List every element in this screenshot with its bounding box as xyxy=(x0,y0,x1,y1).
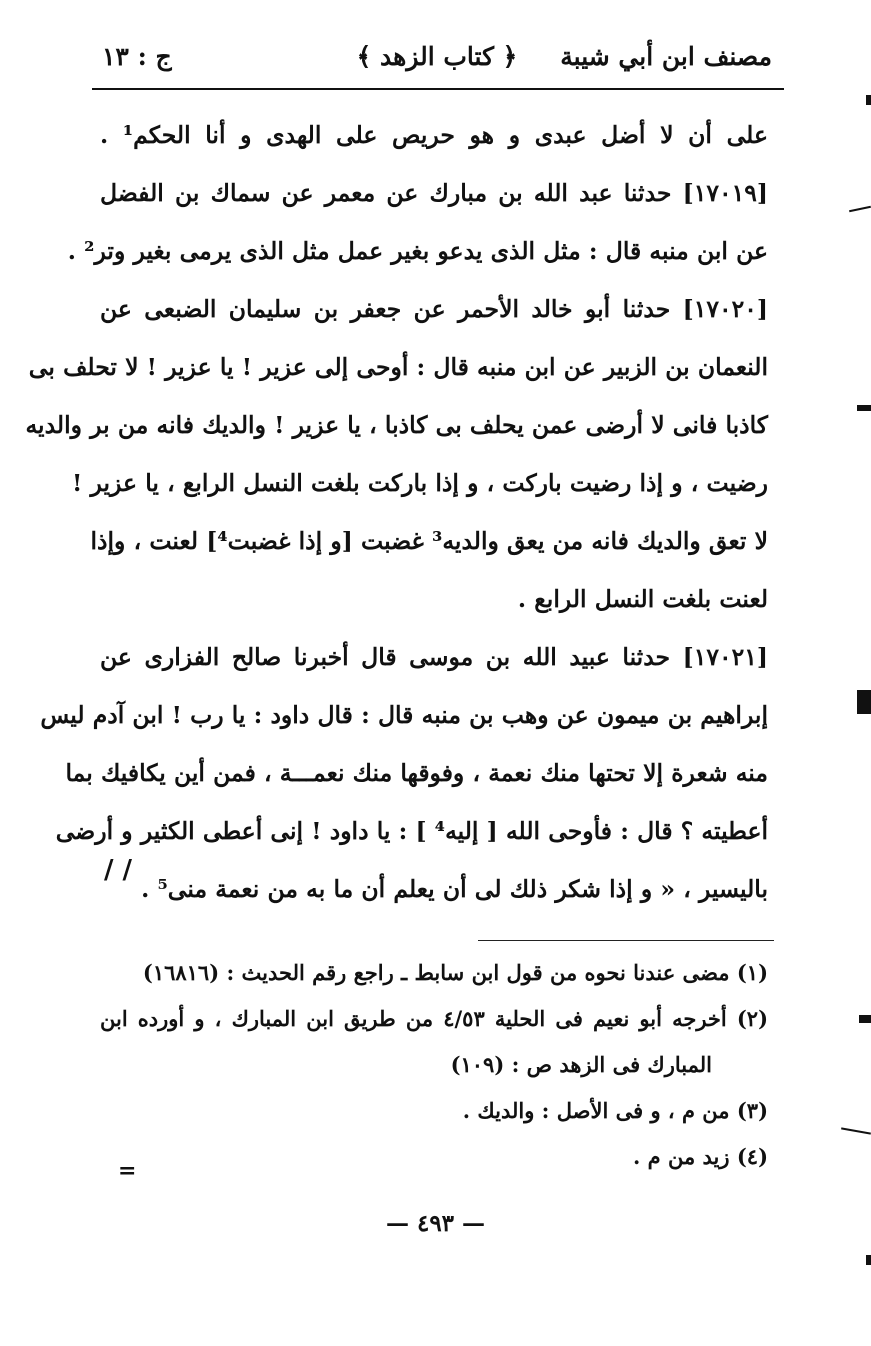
scan-edge-mark xyxy=(857,690,871,714)
footnote-4: (٤) زيد من م . xyxy=(633,1144,768,1169)
slash-mark: / / xyxy=(104,855,133,885)
hadith-17020-line: [١٧٠٢٠] حدثنا أبو خالد الأحمر عن جعفر بن سليمان الضبعى عن xyxy=(100,295,768,323)
text-line: لا تعق والديك فانه من يعق والديه³ غضبت [و إذا غضبت⁴] لعنت ، وإذا xyxy=(90,527,768,555)
hadith-17021-line: [١٧٠٢١] حدثنا عبيد الله بن موسى قال أخبرنا صالح الفزارى عن xyxy=(100,643,768,671)
header-divider xyxy=(92,88,784,90)
text-line: النعمان بن الزبير عن ابن منبه قال : أوحى إلى عزير ! يا عزير ! لا تحلف بى xyxy=(28,353,768,381)
text-line: أعطيته ؟ قال : فأوحى الله [ إليه⁴ ] : يا داود ! إنى أعطى الكثير و أرضى xyxy=(55,817,768,845)
text-line: إبراهيم بن ميمون عن وهب بن منبه قال : قال داود : يا رب ! ابن آدم ليس xyxy=(40,701,768,729)
header-volume-number: ج : ١٣ xyxy=(102,42,172,71)
page-header xyxy=(92,38,782,88)
footnote-2: (٢) أخرجه أبو نعيم فى الحلية ٤/٥٣ من طريق ابن المبارك ، و أورده ابن xyxy=(100,1006,769,1031)
footnote-2-continued: المبارك فى الزهد ص : (١٠٩) xyxy=(450,1052,712,1077)
text-line: لعنت بلغت النسل الرابع . xyxy=(517,585,768,613)
text-line: كاذبا فانى لا أرضى عمن يحلف بى كاذبا ، يا عزير ! والديك فانه من بر والديه xyxy=(25,411,768,439)
hadith-17019-line: [١٧٠١٩] حدثنا عبد الله بن مبارك عن معمر عن سماك بن الفضل xyxy=(100,179,768,207)
text-line: رضيت ، و إذا رضيت باركت ، و إذا باركت بلغت النسل الرابع ، يا عزير ! xyxy=(72,469,768,497)
header-chapter-title: ﴿ كتاب الزهد ﴾ xyxy=(356,42,518,71)
footnotes xyxy=(100,950,768,1180)
text-line: على أن لا أضل عبدى و هو حريص على الهدى و أنا الحكم¹ . xyxy=(100,121,768,149)
scan-edge-mark xyxy=(849,206,871,213)
scan-edge-mark xyxy=(841,1127,871,1134)
header-book-title: مصنف ابن أبي شيبة xyxy=(560,42,772,71)
main-text xyxy=(25,106,768,918)
scan-edge-mark xyxy=(866,95,871,105)
page-number: — ٤٩٣ — xyxy=(385,1210,486,1237)
text-line: عن ابن منبه قال : مثل الذى يدعو بغير عمل مثل الذى يرمى بغير وتر² . xyxy=(67,237,768,265)
continuation-mark: = xyxy=(118,1158,137,1184)
scan-edge-mark xyxy=(866,1255,871,1265)
text-line: باليسير ، « و إذا شكر ذلك لى أن يعلم أن ما به من نعمة منى⁵ . xyxy=(141,875,768,903)
footnote-3: (٣) من م ، و فى الأصل : والديك . xyxy=(462,1098,768,1123)
footnote-1: (١) مضى عندنا نحوه من قول ابن سابط ـ راجع رقم الحديث : (١٦٨١٦) xyxy=(142,960,768,985)
scan-edge-mark xyxy=(857,405,871,411)
scan-edge-mark xyxy=(859,1015,871,1023)
text-line: منه شعرة إلا تحتها منك نعمة ، وفوقها منك نعمـــة ، فمن أين يكافيك بما xyxy=(65,759,768,787)
footnote-divider xyxy=(478,940,774,941)
